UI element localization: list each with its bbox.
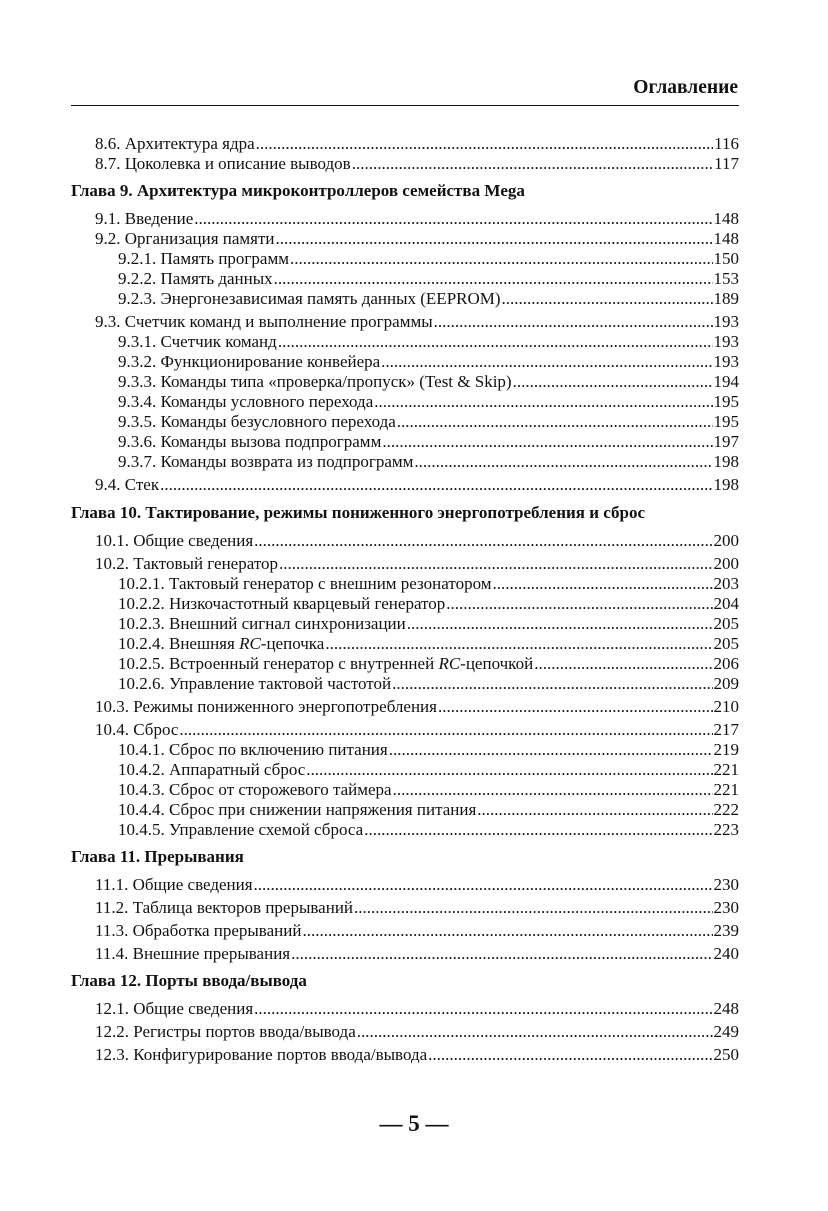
toc-entry[interactable]: [71, 452, 739, 472]
toc-leader-dots: [254, 531, 712, 551]
toc-leader-dots: [306, 760, 712, 780]
toc-entry-page: 219: [713, 740, 739, 759]
toc-entry[interactable]: [71, 332, 739, 352]
toc-entry-page: 203: [713, 574, 739, 593]
toc-entry-page: 195: [713, 412, 739, 431]
toc-leader-dots: [291, 944, 712, 964]
toc-entry-page: 222: [713, 800, 739, 819]
toc-entry-page: 189: [713, 289, 739, 308]
toc-entry-page: 153: [713, 269, 739, 288]
toc-entry[interactable]: [71, 352, 739, 372]
toc-entry-title: 9.3. Счетчик команд и выполнение программы: [95, 312, 433, 331]
toc-entry-title: 9.3.1. Счетчик команд: [118, 332, 277, 351]
toc-entry-title: 9.3.5. Команды безусловного перехода: [118, 412, 396, 431]
toc-chapter-heading: Глава 11. Прерывания: [71, 847, 244, 866]
toc-entry-title: 9.2.2. Память данных: [118, 269, 273, 288]
toc-entry-page: 210: [713, 697, 739, 716]
toc-entry[interactable]: [71, 574, 739, 594]
toc-entry[interactable]: [71, 697, 739, 717]
toc-entry[interactable]: [71, 944, 739, 964]
header-divider: [71, 105, 739, 106]
toc-entry-page: 230: [713, 898, 739, 917]
toc-leader-dots: [194, 209, 712, 229]
toc-entry-title: 10.3. Режимы пониженного энергопотребления: [95, 697, 437, 716]
toc-entry-page: 230: [713, 875, 739, 894]
toc-leader-dots: [502, 289, 713, 309]
toc-entry[interactable]: [71, 800, 739, 820]
toc-entry-title: 10.2. Тактовый генератор: [95, 554, 279, 573]
toc-leader-dots: [179, 720, 712, 740]
toc-entry[interactable]: [71, 154, 739, 174]
toc-entry-page: 148: [713, 209, 739, 228]
toc-entry[interactable]: [71, 1045, 739, 1065]
toc-entry-title: 10.4. Сброс: [95, 720, 179, 739]
toc-entry-page: 239: [713, 921, 739, 940]
toc-entry-page: 198: [713, 475, 739, 494]
toc-leader-dots: [256, 134, 713, 154]
toc-chapter-heading: Глава 9. Архитектура микроконтроллеров семейства Mega: [71, 181, 525, 200]
toc-leader-dots: [434, 312, 713, 332]
toc-entry-page: 198: [713, 452, 739, 471]
toc-chapter-heading: Глава 10. Тактирование, режимы пониженного энергопотребления и сброс: [71, 503, 646, 522]
toc-leader-dots: [446, 594, 712, 614]
toc-entry-title: 11.4. Внешние прерывания: [95, 944, 291, 963]
toc-leader-dots: [407, 614, 713, 634]
toc-entry-title: 9.3.7. Команды возврата из подпрограмм: [118, 452, 414, 471]
toc-leader-dots: [392, 674, 712, 694]
toc-entry-page: 148: [713, 229, 739, 248]
toc-entry-page: 221: [713, 780, 739, 799]
toc-entry[interactable]: [71, 432, 739, 452]
toc-entry[interactable]: [71, 720, 739, 740]
toc-entry-page: 217: [713, 720, 739, 739]
page-number: — 5 —: [379, 1111, 449, 1136]
toc-entry-title: 9.4. Стек: [95, 475, 160, 494]
toc-leader-dots: [393, 780, 713, 800]
toc-entry-page: 221: [713, 760, 739, 779]
toc-entry-page: 117: [714, 154, 739, 173]
toc-entry-title: 10.2.4. Внешняя RC-цепочка: [118, 634, 325, 653]
toc-leader-dots: [274, 269, 713, 289]
toc-entry[interactable]: [71, 531, 739, 551]
toc-entry-title: 10.4.1. Сброс по включению питания: [118, 740, 388, 759]
toc-entry[interactable]: [71, 921, 739, 941]
toc-leader-dots: [513, 372, 713, 392]
toc-chapter-heading: Глава 12. Порты ввода/вывода: [71, 971, 307, 990]
toc-entry-page: 195: [713, 392, 739, 411]
toc-entry[interactable]: [71, 760, 739, 780]
toc-entry[interactable]: [71, 674, 739, 694]
toc-leader-dots: [254, 875, 713, 895]
toc-entry[interactable]: [71, 740, 739, 760]
toc-entry-title: 10.4.3. Сброс от сторожевого таймера: [118, 780, 392, 799]
toc-entry[interactable]: [71, 898, 739, 918]
page-header-title: Оглавление: [633, 77, 738, 98]
toc-entry-title: 11.2. Таблица векторов прерываний: [95, 898, 354, 917]
toc-entry-title: 9.3.2. Функционирование конвейера: [118, 352, 381, 371]
toc-entry-page: 223: [713, 820, 739, 839]
toc-entry-page: 248: [713, 999, 739, 1018]
toc-entry[interactable]: [71, 412, 739, 432]
toc-entry[interactable]: [71, 372, 739, 392]
toc-leader-dots: [357, 1022, 713, 1042]
toc-entry-title: 9.3.6. Команды вызова подпрограмм: [118, 432, 382, 451]
toc-entry-page: 200: [713, 531, 739, 550]
toc-entry[interactable]: [71, 820, 739, 840]
toc-entry-page: 205: [713, 614, 739, 633]
toc-leader-dots: [382, 432, 712, 452]
toc-leader-dots: [438, 697, 713, 717]
toc-entry[interactable]: [71, 312, 739, 332]
toc-entry-title: 9.1. Введение: [95, 209, 194, 228]
toc-entry-page: 250: [713, 1045, 739, 1064]
toc-leader-dots: [534, 654, 712, 674]
toc-entry-title: 11.1. Общие сведения: [95, 875, 253, 894]
toc-entry[interactable]: [71, 134, 739, 154]
toc-entry-page: 206: [713, 654, 739, 673]
toc-leader-dots: [477, 800, 712, 820]
toc-entry-title: 10.4.5. Управление схемой сброса: [118, 820, 364, 839]
toc-leader-dots: [397, 412, 713, 432]
toc-entry-page: 249: [713, 1022, 739, 1041]
toc-entry-title: 9.3.4. Команды условного перехода: [118, 392, 374, 411]
toc-leader-dots: [364, 820, 712, 840]
toc-entry[interactable]: [71, 269, 739, 289]
toc-leader-dots: [374, 392, 712, 412]
toc-entry-title: 10.2.3. Внешний сигнал синхронизации: [118, 614, 406, 633]
toc-entry-page: 193: [713, 332, 739, 351]
toc-entry-page: 197: [713, 432, 739, 451]
toc-entry[interactable]: [71, 209, 739, 229]
toc-entry-title: 11.3. Обработка прерываний: [95, 921, 302, 940]
toc-entry[interactable]: [71, 780, 739, 800]
toc-entry[interactable]: [71, 289, 739, 309]
table-of-contents: [71, 134, 739, 1065]
toc-entry-title: 10.4.4. Сброс при снижении напряжения питания: [118, 800, 477, 819]
toc-entry[interactable]: [71, 634, 739, 654]
toc-entry-page: 205: [713, 634, 739, 653]
toc-entry[interactable]: [71, 554, 739, 574]
toc-entry-title: 9.3.3. Команды типа «проверка/пропуск» (Test & Skip): [118, 372, 512, 391]
toc-leader-dots: [414, 452, 712, 472]
toc-entry-title: 10.2.6. Управление тактовой частотой: [118, 674, 392, 693]
toc-leader-dots: [279, 554, 712, 574]
toc-entry-title: 12.1. Общие сведения: [95, 999, 254, 1018]
toc-entry[interactable]: [71, 875, 739, 895]
toc-entry-title: 12.2. Регистры портов ввода/вывода: [95, 1022, 356, 1041]
toc-entry-title: 10.1. Общие сведения: [95, 531, 254, 550]
toc-entry-page: 200: [713, 554, 739, 573]
toc-entry[interactable]: [71, 249, 739, 269]
toc-entry-page: 116: [714, 134, 739, 153]
toc-entry[interactable]: [71, 999, 739, 1019]
toc-leader-dots: [389, 740, 713, 760]
toc-entry[interactable]: [71, 594, 739, 614]
toc-entry-title: 9.2. Организация памяти: [95, 229, 275, 248]
toc-leader-dots: [278, 332, 713, 352]
toc-entry-title: 9.2.3. Энергонезависимая память данных (EEPROM): [118, 289, 501, 308]
toc-entry[interactable]: [71, 475, 739, 495]
toc-leader-dots: [276, 229, 713, 249]
toc-entry-page: 209: [713, 674, 739, 693]
toc-entry[interactable]: [71, 229, 739, 249]
toc-entry-title: 9.2.1. Память программ: [118, 249, 289, 268]
toc-leader-dots: [381, 352, 712, 372]
toc-entry-page: 193: [713, 312, 739, 331]
toc-leader-dots: [290, 249, 713, 269]
toc-leader-dots: [493, 574, 713, 594]
toc-entry[interactable]: [71, 392, 739, 412]
toc-entry-page: 193: [713, 352, 739, 371]
toc-entry-title: 10.2.5. Встроенный генератор с внутренней RC-цепочкой: [118, 654, 534, 673]
toc-entry-title: 12.3. Конфигурирование портов ввода/вывода: [95, 1045, 428, 1064]
toc-entry-page: 204: [713, 594, 739, 613]
toc-entry-title: 10.4.2. Аппаратный сброс: [118, 760, 306, 779]
toc-leader-dots: [302, 921, 712, 941]
toc-entry-title: 8.6. Архитектура ядра: [95, 134, 255, 153]
toc-leader-dots: [352, 154, 713, 174]
toc-leader-dots: [354, 898, 712, 918]
toc-entry[interactable]: [71, 614, 739, 634]
toc-entry[interactable]: [71, 1022, 739, 1042]
toc-entry[interactable]: [71, 654, 739, 674]
toc-leader-dots: [254, 999, 712, 1019]
toc-leader-dots: [160, 475, 712, 495]
toc-entry-title: 10.2.2. Низкочастотный кварцевый генератор: [118, 594, 446, 613]
toc-leader-dots: [325, 634, 712, 654]
toc-entry-title: 10.2.1. Тактовый генератор с внешним резонатором: [118, 574, 492, 593]
toc-entry-page: 150: [713, 249, 739, 268]
toc-entry-title: 8.7. Цоколевка и описание выводов: [95, 154, 351, 173]
toc-entry-page: 240: [713, 944, 739, 963]
toc-entry-page: 194: [713, 372, 739, 391]
toc-leader-dots: [428, 1045, 712, 1065]
